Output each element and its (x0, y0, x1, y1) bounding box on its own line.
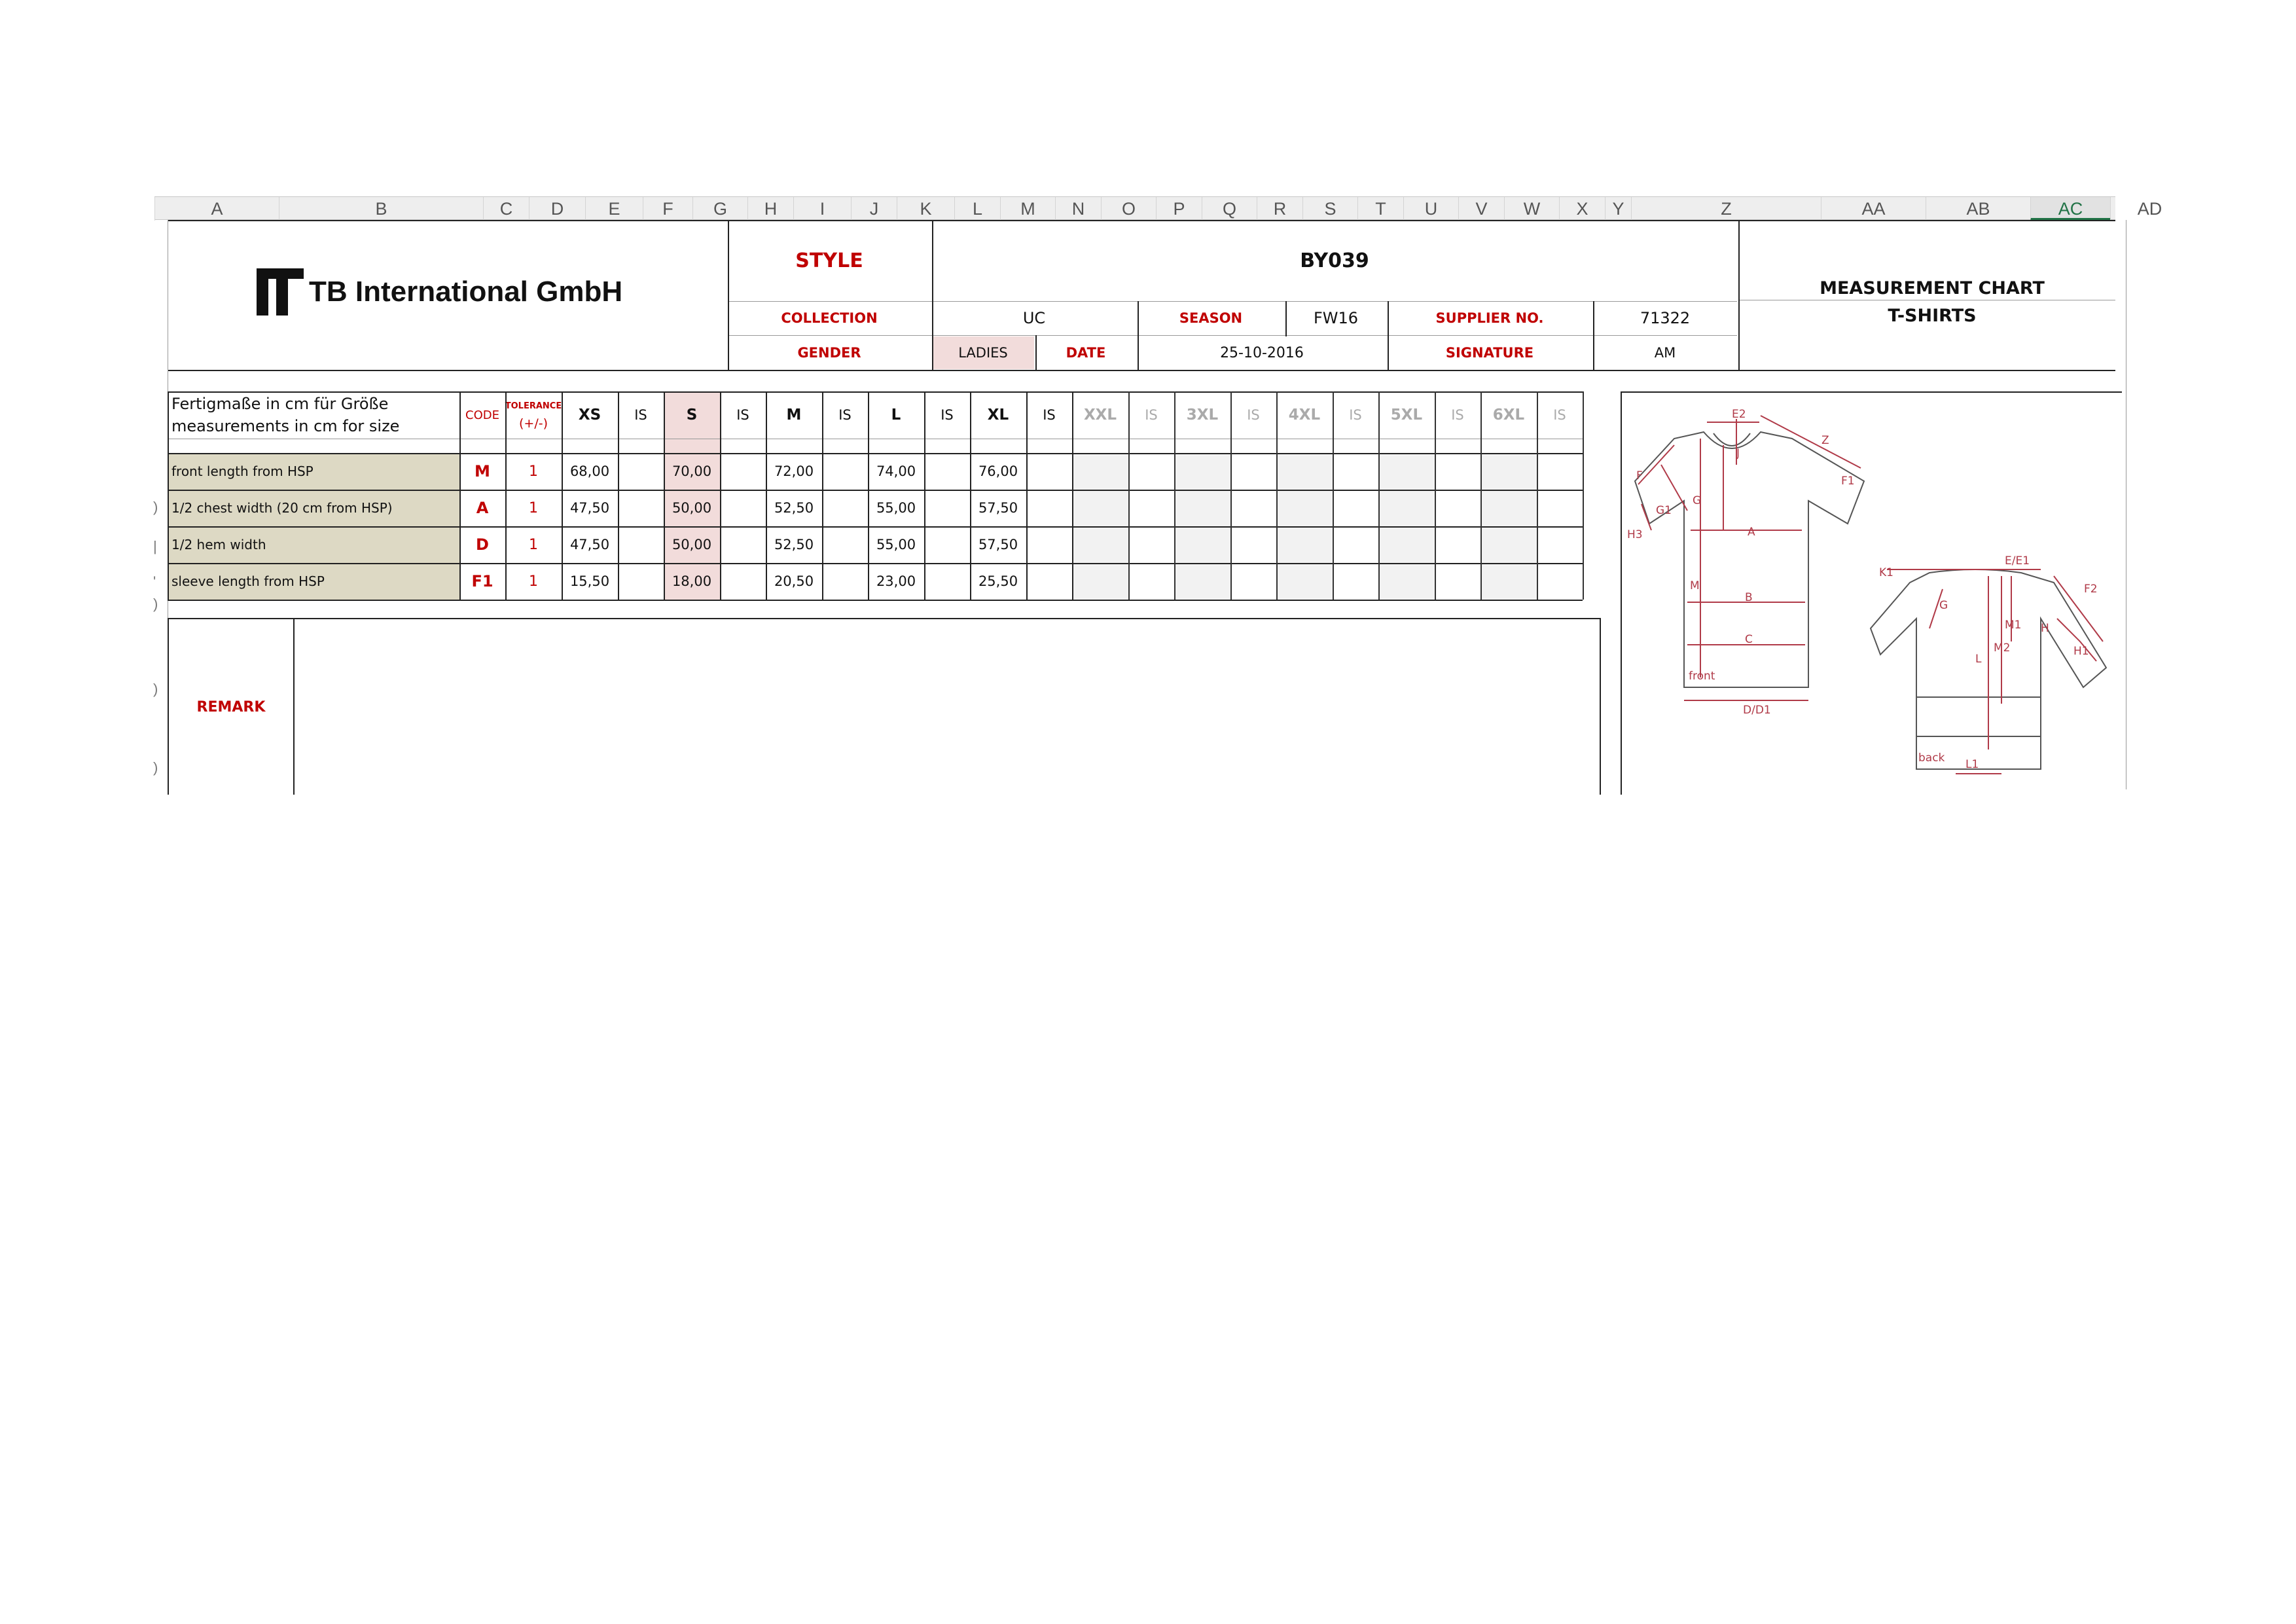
title-line-1: MEASUREMENT CHART (1820, 278, 2045, 298)
measurement-value[interactable]: 55,00 (876, 500, 916, 516)
desc-line-1: Fertigmaße in cm für Größe (171, 395, 389, 413)
column-header-aa[interactable]: AA (1821, 197, 1926, 221)
measurement-value[interactable] (1480, 526, 1537, 563)
measurement-value[interactable] (924, 490, 970, 526)
column-header-w[interactable]: W (1504, 197, 1559, 221)
measurement-value[interactable] (924, 526, 970, 563)
measurement-value[interactable] (1276, 490, 1333, 526)
sketch-label: H3 (1627, 528, 1643, 541)
sketch-label: front (1689, 670, 1715, 683)
measurement-value[interactable]: 55,00 (876, 537, 916, 552)
measurement-code: D (476, 535, 489, 554)
season-value: FW16 (1313, 309, 1359, 327)
column-header-y[interactable]: Y (1605, 197, 1631, 221)
measurement-value[interactable] (1174, 490, 1230, 526)
measurement-value[interactable] (1128, 563, 1174, 600)
measurement-tolerance: 1 (529, 463, 538, 480)
measurement-value[interactable]: 47,50 (569, 500, 610, 516)
measurement-value[interactable] (1480, 453, 1537, 490)
sketch-label: G (1693, 494, 1702, 507)
measurement-value[interactable]: 70,00 (664, 453, 720, 490)
column-header-ac[interactable]: AC (2030, 197, 2110, 221)
measurement-value[interactable] (1333, 453, 1378, 490)
measurement-value[interactable] (1333, 563, 1378, 600)
column-header-v[interactable]: V (1458, 197, 1504, 221)
size-header-is: IS (736, 407, 749, 423)
row-marker: ) (153, 759, 158, 776)
sketch-label: M1 (2005, 619, 2022, 632)
column-header-f[interactable]: F (643, 197, 692, 221)
measurement-value[interactable] (1537, 526, 1583, 563)
column-header-h[interactable]: H (747, 197, 793, 221)
measurement-value[interactable] (1072, 490, 1128, 526)
style-label: STYLE (795, 249, 863, 272)
column-header-z[interactable]: Z (1631, 197, 1821, 221)
sketch-label: L1 (1965, 758, 1979, 771)
front-tshirt-outline (1635, 432, 1864, 687)
gender-value: LADIES (932, 336, 1034, 369)
measurement-label: 1/2 hem width (168, 526, 459, 563)
size-header-xs: XS (578, 406, 601, 424)
column-header-s[interactable]: S (1302, 197, 1357, 221)
measurement-value[interactable] (1174, 453, 1230, 490)
size-header-is: IS (1043, 407, 1056, 423)
size-header-xl: XL (987, 406, 1009, 424)
column-header-g[interactable]: G (692, 197, 747, 221)
sketch-label: E/E1 (2005, 554, 2030, 568)
measurement-value[interactable] (822, 526, 868, 563)
measurement-value[interactable] (1435, 563, 1480, 600)
tshirt-measurement-sketch (1622, 393, 2121, 793)
sketch-label: H1 (2073, 645, 2089, 658)
measurement-value[interactable] (1072, 453, 1128, 490)
front-measure-lines (1638, 416, 1861, 700)
column-header-i[interactable]: I (793, 197, 851, 221)
size-header-is: IS (941, 407, 954, 423)
size-header-m: M (786, 406, 802, 424)
measurement-value[interactable] (1026, 490, 1072, 526)
desc-line-2: measurements in cm for size (171, 417, 400, 435)
column-header-strip (154, 196, 2162, 220)
signature-value: AM (1654, 345, 1676, 361)
column-header-e[interactable]: E (585, 197, 643, 221)
measurement-value[interactable] (1026, 526, 1072, 563)
measurement-value[interactable] (1333, 490, 1378, 526)
measurement-value[interactable] (1276, 563, 1333, 600)
measurement-value[interactable]: 72,00 (774, 463, 814, 479)
measurement-tolerance: 1 (529, 536, 538, 553)
sketch-label: K1 (1879, 566, 1893, 579)
sketch-label: back (1918, 751, 1945, 765)
size-header-is: IS (1349, 407, 1362, 423)
column-header-ad[interactable]: AD (2110, 197, 2189, 221)
measurement-value[interactable] (1230, 526, 1276, 563)
sketch-label: G1 (1656, 504, 1672, 517)
sketch-label: A (1748, 526, 1755, 539)
size-header-6xl: 6XL (1492, 406, 1525, 424)
measurement-value[interactable]: 18,00 (664, 563, 720, 600)
size-header-is: IS (838, 407, 852, 423)
column-header-d[interactable]: D (529, 197, 585, 221)
measurement-value[interactable]: 68,00 (569, 463, 610, 479)
size-header-is: IS (634, 407, 647, 423)
title-line-2: T-SHIRTS (1888, 305, 1977, 326)
column-header-n[interactable]: N (1055, 197, 1101, 221)
measurement-value[interactable] (1128, 526, 1174, 563)
measurement-value[interactable] (924, 453, 970, 490)
measurement-code: A (476, 499, 489, 517)
size-header-is: IS (1553, 407, 1566, 423)
sketch-label: B (1745, 591, 1753, 604)
measurement-value[interactable] (1333, 526, 1378, 563)
measurement-value[interactable]: 76,00 (978, 463, 1018, 479)
season-label: SEASON (1179, 310, 1243, 326)
supplier-label: SUPPLIER NO. (1435, 310, 1544, 326)
sketch-label: E2 (1732, 408, 1746, 421)
measurement-value[interactable] (1230, 490, 1276, 526)
size-header-s: S (664, 391, 720, 439)
tolerance-header (505, 391, 562, 439)
measurement-value[interactable] (1276, 453, 1333, 490)
tb-logo-icon (257, 268, 304, 316)
measurement-value[interactable] (1276, 526, 1333, 563)
measurement-value[interactable] (1378, 563, 1435, 600)
gender-label: GENDER (797, 345, 861, 361)
measurement-value[interactable] (1435, 453, 1480, 490)
row-marker: | (153, 538, 157, 554)
size-header-5xl: 5XL (1390, 406, 1423, 424)
measurement-label: sleeve length from HSP (168, 563, 459, 600)
size-header-xxl: XXL (1083, 406, 1117, 424)
remark-text-area[interactable] (295, 619, 1604, 795)
size-header-is: IS (1451, 407, 1464, 423)
measurement-value[interactable] (618, 453, 664, 490)
sketch-label: Z (1821, 434, 1829, 447)
code-header: CODE (465, 408, 499, 422)
column-header-l[interactable]: L (954, 197, 1000, 221)
measurement-value[interactable] (1026, 453, 1072, 490)
measurement-value[interactable]: 74,00 (876, 463, 916, 479)
measurement-value[interactable]: 57,50 (978, 500, 1018, 516)
collection-value: UC (1022, 309, 1046, 327)
measurement-tolerance: 1 (529, 573, 538, 590)
company-name: TB International GmbH (309, 276, 623, 308)
spacer-cell (664, 439, 720, 453)
sketch-label: L (1975, 653, 1982, 666)
measurement-value[interactable]: 47,50 (569, 537, 610, 552)
size-header-is: IS (1247, 407, 1260, 423)
size-header-4xl: 4XL (1288, 406, 1321, 424)
sketch-label: C (1745, 633, 1753, 646)
measurement-code: F1 (471, 572, 493, 590)
measurement-value[interactable] (822, 563, 868, 600)
measurement-label: 1/2 chest width (20 cm from HSP) (168, 490, 459, 526)
measurement-value[interactable] (1435, 526, 1480, 563)
column-header-p[interactable]: P (1156, 197, 1202, 221)
style-value: BY039 (1300, 249, 1369, 272)
measurement-value[interactable]: 52,50 (774, 500, 814, 516)
measurement-value[interactable] (720, 526, 766, 563)
measurement-value[interactable] (1072, 526, 1128, 563)
measurement-value[interactable]: 23,00 (876, 573, 916, 589)
measurement-value[interactable] (720, 490, 766, 526)
column-header-k[interactable]: K (897, 197, 954, 221)
column-header-m[interactable]: M (1000, 197, 1055, 221)
column-header-q[interactable]: Q (1202, 197, 1257, 221)
measurement-value[interactable] (1537, 453, 1583, 490)
column-header-u[interactable]: U (1403, 197, 1458, 221)
sketch-label: F2 (2084, 583, 2098, 596)
size-header-3xl: 3XL (1186, 406, 1219, 424)
tolerance-label: TOLERANCE (505, 401, 562, 411)
measurement-value[interactable] (1230, 563, 1276, 600)
supplier-value: 71322 (1640, 309, 1691, 327)
tolerance-unit: (+/-) (518, 416, 548, 431)
measurement-value[interactable]: 52,50 (774, 537, 814, 552)
row-marker: ) (153, 596, 158, 612)
sketch-label: D/D1 (1743, 704, 1771, 717)
column-header-a[interactable]: A (154, 197, 279, 221)
column-header-x[interactable]: X (1559, 197, 1605, 221)
size-description-header (171, 391, 458, 439)
size-header-l: L (891, 406, 901, 424)
sketch-label: F1 (1841, 475, 1855, 488)
sketch-label: M2 (1994, 641, 2011, 655)
measurement-value[interactable] (1537, 490, 1583, 526)
date-value: 25-10-2016 (1220, 344, 1304, 361)
column-header-o[interactable]: O (1101, 197, 1156, 221)
sketch-label: G (1939, 599, 1948, 612)
sketch-label: F (1636, 469, 1643, 482)
column-header-b[interactable]: B (279, 197, 483, 221)
sketch-label: J (1736, 447, 1740, 460)
measurement-value[interactable] (1174, 526, 1230, 563)
measurement-value[interactable] (1378, 453, 1435, 490)
measurement-value[interactable] (1480, 490, 1537, 526)
measurement-value[interactable] (618, 526, 664, 563)
measurement-value[interactable]: 50,00 (664, 490, 720, 526)
measurement-value[interactable] (1230, 453, 1276, 490)
sketch-label: M (1690, 579, 1700, 592)
measurement-value[interactable] (618, 563, 664, 600)
measurement-value[interactable] (1026, 563, 1072, 600)
size-header-is: IS (1145, 407, 1158, 423)
measurement-value[interactable]: 50,00 (664, 526, 720, 563)
measurement-code: M (475, 462, 490, 480)
date-label: DATE (1066, 345, 1106, 361)
measurement-value[interactable] (1537, 563, 1583, 600)
measurement-value[interactable] (1072, 563, 1128, 600)
measurement-value[interactable] (1378, 526, 1435, 563)
measurement-value[interactable] (1480, 563, 1537, 600)
measurement-value[interactable] (924, 563, 970, 600)
measurement-value[interactable] (720, 453, 766, 490)
measurement-value[interactable]: 15,50 (569, 573, 610, 589)
measurement-value[interactable] (720, 563, 766, 600)
measurement-value[interactable] (1174, 563, 1230, 600)
measurement-value[interactable]: 57,50 (978, 537, 1018, 552)
measurement-value[interactable]: 25,50 (978, 573, 1018, 589)
collection-label: COLLECTION (781, 310, 878, 326)
measurement-value[interactable] (1128, 490, 1174, 526)
column-header-j[interactable]: J (851, 197, 897, 221)
measurement-value[interactable] (822, 453, 868, 490)
measurement-tolerance: 1 (529, 499, 538, 516)
signature-label: SIGNATURE (1445, 345, 1534, 361)
column-header-r[interactable]: R (1257, 197, 1302, 221)
measurement-value[interactable] (822, 490, 868, 526)
row-marker: ) (153, 499, 158, 515)
row-marker: ' (153, 573, 156, 590)
column-header-ab[interactable]: AB (1926, 197, 2030, 221)
measurement-value[interactable] (1435, 490, 1480, 526)
column-header-t[interactable]: T (1357, 197, 1403, 221)
back-measure-lines (1887, 569, 2103, 774)
row-marker: ) (153, 681, 158, 697)
measurement-value[interactable]: 20,50 (774, 573, 814, 589)
sketch-label: H (2041, 622, 2049, 635)
measurement-label: front length from HSP (168, 453, 459, 490)
measurement-value[interactable] (1378, 490, 1435, 526)
remark-label: REMARK (196, 698, 266, 715)
measurement-value[interactable] (618, 490, 664, 526)
measurement-value[interactable] (1128, 453, 1174, 490)
column-header-c[interactable]: C (483, 197, 529, 221)
